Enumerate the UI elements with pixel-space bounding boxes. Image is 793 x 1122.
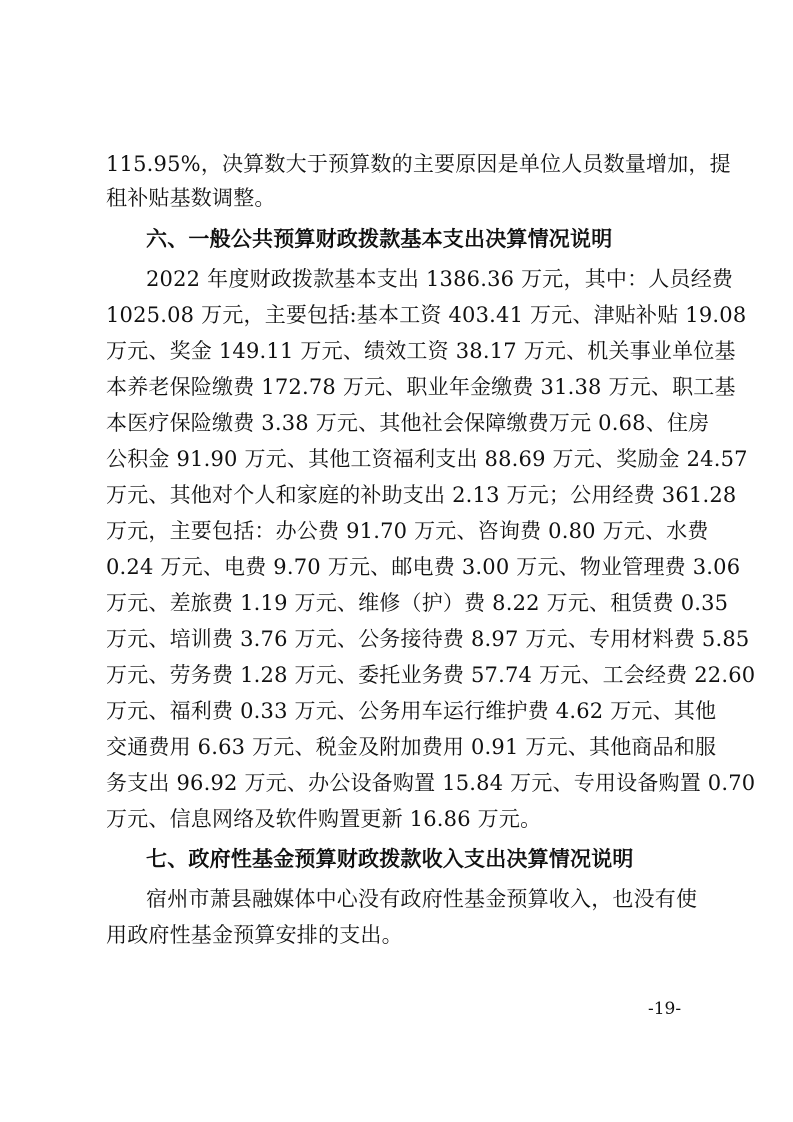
paragraph-line: 公积金 91.90 万元、其他工资福利支出 88.69 万元、奖励金 24.57 [106,447,748,471]
paragraph-line: 万元，主要包括：办公费 91.70 万元、咨询费 0.80 万元、水费 [106,519,709,543]
paragraph-line: 万元、培训费 3.76 万元、公务接待费 8.97 万元、专用材料费 5.85 [106,627,750,651]
paragraph-line: 万元、其他对个人和家庭的补助支出 2.13 万元；公用经费 361.28 [106,483,737,507]
paragraph-line: 115.95%，决算数大于预算数的主要原因是单位人员数量增加，提 [106,152,731,176]
section-heading-seven: 七、政府性基金预算财政拨款收入支出决算情况说明 [146,847,634,871]
paragraph-line: 0.24 万元、电费 9.70 万元、邮电费 3.00 万元、物业管理费 3.06 [106,555,741,579]
page-number: -19- [648,999,682,1019]
paragraph-line: 交通费用 6.63 万元、税金及附加费用 0.91 万元、其他商品和服 [106,735,717,759]
paragraph-line: 1025.08 万元，主要包括:基本工资 403.41 万元、津贴补贴 19.08 [106,303,747,327]
paragraph-line: 万元、福利费 0.33 万元、公务用车运行维护费 4.62 万元、其他 [106,699,717,723]
paragraph-line: 租补贴基数调整。 [106,186,276,210]
paragraph-line: 万元、信息网络及软件购置更新 16.86 万元。 [106,807,542,831]
paragraph-line: 务支出 96.92 万元、办公设备购置 15.84 万元、专用设备购置 0.70 [106,771,756,795]
paragraph-line: 本医疗保险缴费 3.38 万元、其他社会保障缴费万元 0.68、住房 [106,411,710,435]
section-heading-six: 六、一般公共预算财政拨款基本支出决算情况说明 [146,227,613,251]
paragraph-line: 2022 年度财政拨款基本支出 1386.36 万元，其中：人员经费 [146,267,734,291]
paragraph-line: 宿州市萧县融媒体中心没有政府性基金预算收入，也没有使 [146,887,698,911]
paragraph-line: 本养老保险缴费 172.78 万元、职业年金缴费 31.38 万元、职工基 [106,375,736,399]
paragraph-line: 万元、差旅费 1.19 万元、维修（护）费 8.22 万元、租赁费 0.35 [106,591,729,615]
paragraph-line: 万元、奖金 149.11 万元、绩效工资 38.17 万元、机关事业单位基 [106,339,736,363]
paragraph-line: 万元、劳务费 1.28 万元、委托业务费 57.74 万元、工会经费 22.60 [106,663,756,687]
paragraph-line: 用政府性基金预算安排的支出。 [106,923,403,947]
